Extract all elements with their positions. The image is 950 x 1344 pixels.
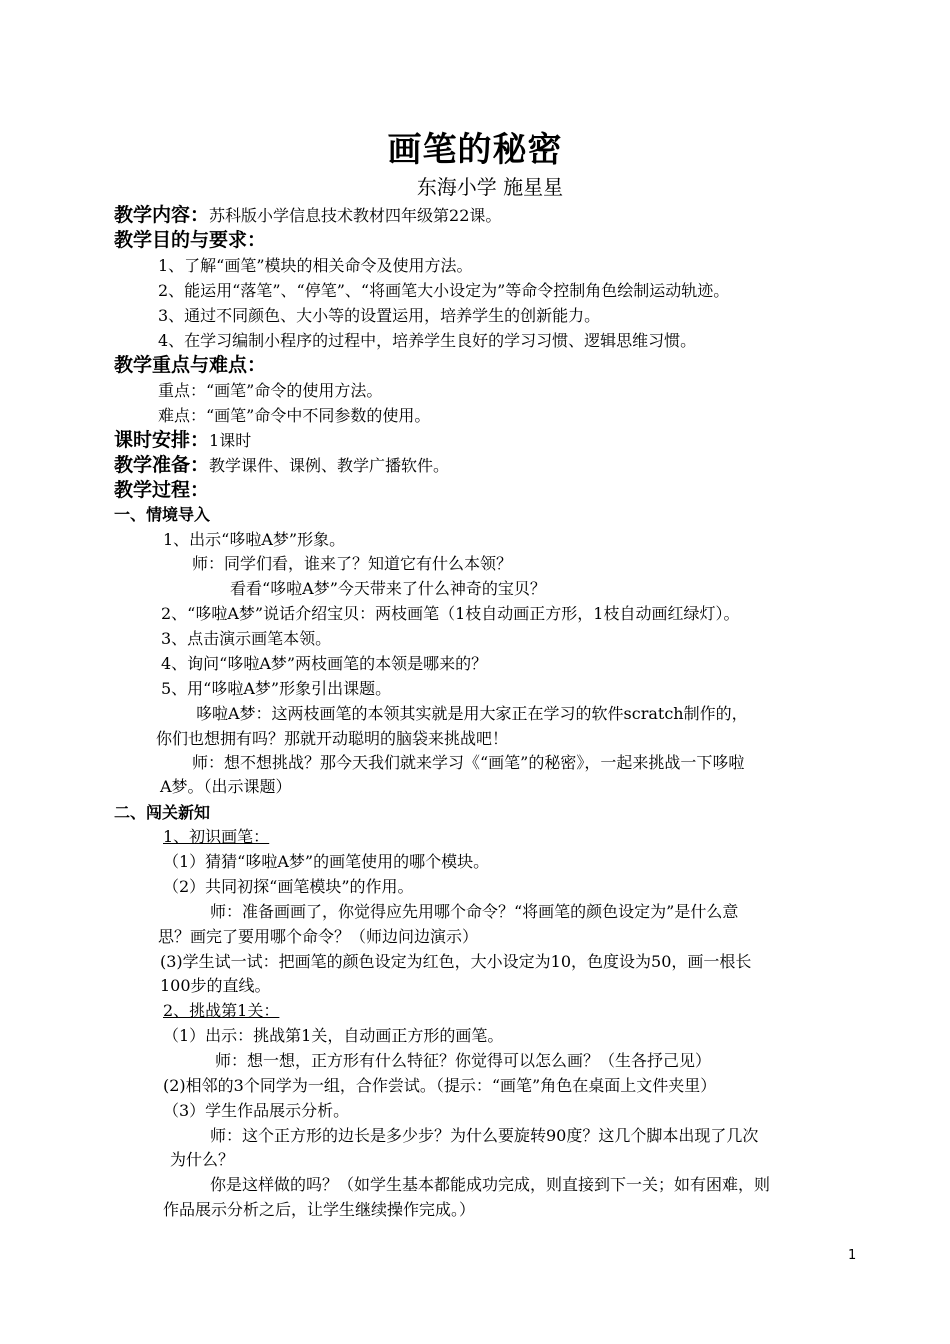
goal-item: 3、通过不同颜色、大小等的设置运用，培养学生的创新能力。 bbox=[158, 306, 601, 325]
prep-row bbox=[114, 453, 449, 478]
process-line: 师：这个正方形的边长是多少步？为什么要旋转90度？这几个脚本出现了几次 bbox=[210, 1126, 759, 1145]
key-point-item: 难点：“画笔”命令中不同参数的使用。 bbox=[158, 406, 431, 425]
process-line: 师：想一想，正方形有什么特征？你觉得可以怎么画？（生各抒己见） bbox=[215, 1051, 712, 1070]
process-line: A梦。（出示课题） bbox=[160, 777, 292, 796]
process-line: 1、出示“哆啦A梦”形象。 bbox=[163, 530, 346, 549]
process-line: 师：想不想挑战？那今天我们就来学习《“画笔”的秘密》，一起来挑战一下哆啦 bbox=[192, 753, 745, 772]
process-line: 为什么？ bbox=[170, 1150, 235, 1169]
section-heading: 一、情境导入 bbox=[114, 505, 211, 524]
content-label: 教学内容： bbox=[114, 204, 210, 226]
subsection-heading: 1、初识画笔： bbox=[163, 827, 270, 846]
process-line: （1）猜猜“哆啦A梦”的画笔使用的哪个模块。 bbox=[163, 852, 490, 871]
section-heading: 二、闯关新知 bbox=[114, 803, 211, 822]
process-line: 2、“哆啦A梦”说话介绍宝贝：两枝画笔（1枝自动画正方形，1枝自动画红绿灯）。 bbox=[161, 604, 740, 623]
process-line: 100步的直线。 bbox=[160, 976, 271, 995]
process-line: 看看“哆啦A梦”今天带来了什么神奇的宝贝？ bbox=[230, 579, 546, 598]
process-heading: 教学过程： bbox=[114, 479, 210, 501]
process-line: （2）共同初探“画笔模块”的作用。 bbox=[163, 877, 414, 896]
process-line: （1）出示：挑战第1关，自动画正方形的画笔。 bbox=[163, 1026, 504, 1045]
prep-label: 教学准备： bbox=[114, 454, 210, 476]
process-line: (2)相邻的3个同学为一组，合作尝试。（提示：“画笔”角色在桌面上文件夹里） bbox=[163, 1076, 717, 1095]
process-line: 3、点击演示画笔本领。 bbox=[161, 629, 332, 648]
process-line: 哆啦A梦：这两枝画笔的本领其实就是用大家正在学习的软件scratch制作的， bbox=[196, 704, 748, 723]
process-line: 5、用“哆啦A梦”形象引出课题。 bbox=[161, 679, 392, 698]
goals-heading: 教学目的与要求： bbox=[114, 229, 267, 251]
goal-item: 4、在学习编制小程序的过程中，培养学生良好的学习习惯、逻辑思维习惯。 bbox=[158, 331, 697, 350]
process-line: (3)学生试一试：把画笔的颜色设定为红色，大小设定为10，色度设为50，画一根长 bbox=[160, 952, 752, 971]
process-line: 你是这样做的吗？（如学生基本都能成功完成，则直接到下一关；如有困难，则 bbox=[210, 1175, 771, 1194]
content-text: 苏科版小学信息技术教材四年级第22课。 bbox=[209, 206, 502, 225]
process-line: （3）学生作品展示分析。 bbox=[163, 1101, 350, 1120]
process-line: 师：准备画画了，你觉得应先用哪个命令？“将画笔的颜色设定为”是什么意 bbox=[210, 902, 739, 921]
document-title: 画笔的秘密 bbox=[387, 130, 563, 170]
process-line: 你们也想拥有吗？那就开动聪明的脑袋来挑战吧！ bbox=[156, 729, 509, 748]
key-point-item: 重点：“画笔”命令的使用方法。 bbox=[158, 381, 383, 400]
process-line: 4、询问“哆啦A梦”两枝画笔的本领是哪来的？ bbox=[161, 654, 488, 673]
process-line: 作品展示分析之后，让学生继续操作完成。） bbox=[163, 1200, 476, 1219]
page-number: 1 bbox=[848, 1248, 857, 1263]
key-points-heading: 教学重点与难点： bbox=[114, 354, 267, 376]
process-line: 师：同学们看，谁来了？知道它有什么本领？ bbox=[192, 554, 513, 573]
content-row bbox=[114, 203, 501, 228]
goal-item: 2、能运用“落笔”、“停笔”、“将画笔大小设定为”等命令控制角色绘制运动轨迹。 bbox=[158, 281, 730, 300]
author-line: 东海小学 施星星 bbox=[416, 175, 564, 199]
subsection-heading: 2、挑战第1关： bbox=[163, 1001, 280, 1020]
schedule-row bbox=[114, 428, 251, 453]
goal-item: 1、了解“画笔”模块的相关命令及使用方法。 bbox=[158, 256, 473, 275]
schedule-label: 课时安排： bbox=[114, 429, 210, 451]
prep-text: 教学课件、课例、教学广播软件。 bbox=[209, 456, 450, 475]
process-line: 思？画完了要用哪个命令？（师边问边演示） bbox=[158, 927, 479, 946]
schedule-text: 1课时 bbox=[209, 431, 252, 450]
